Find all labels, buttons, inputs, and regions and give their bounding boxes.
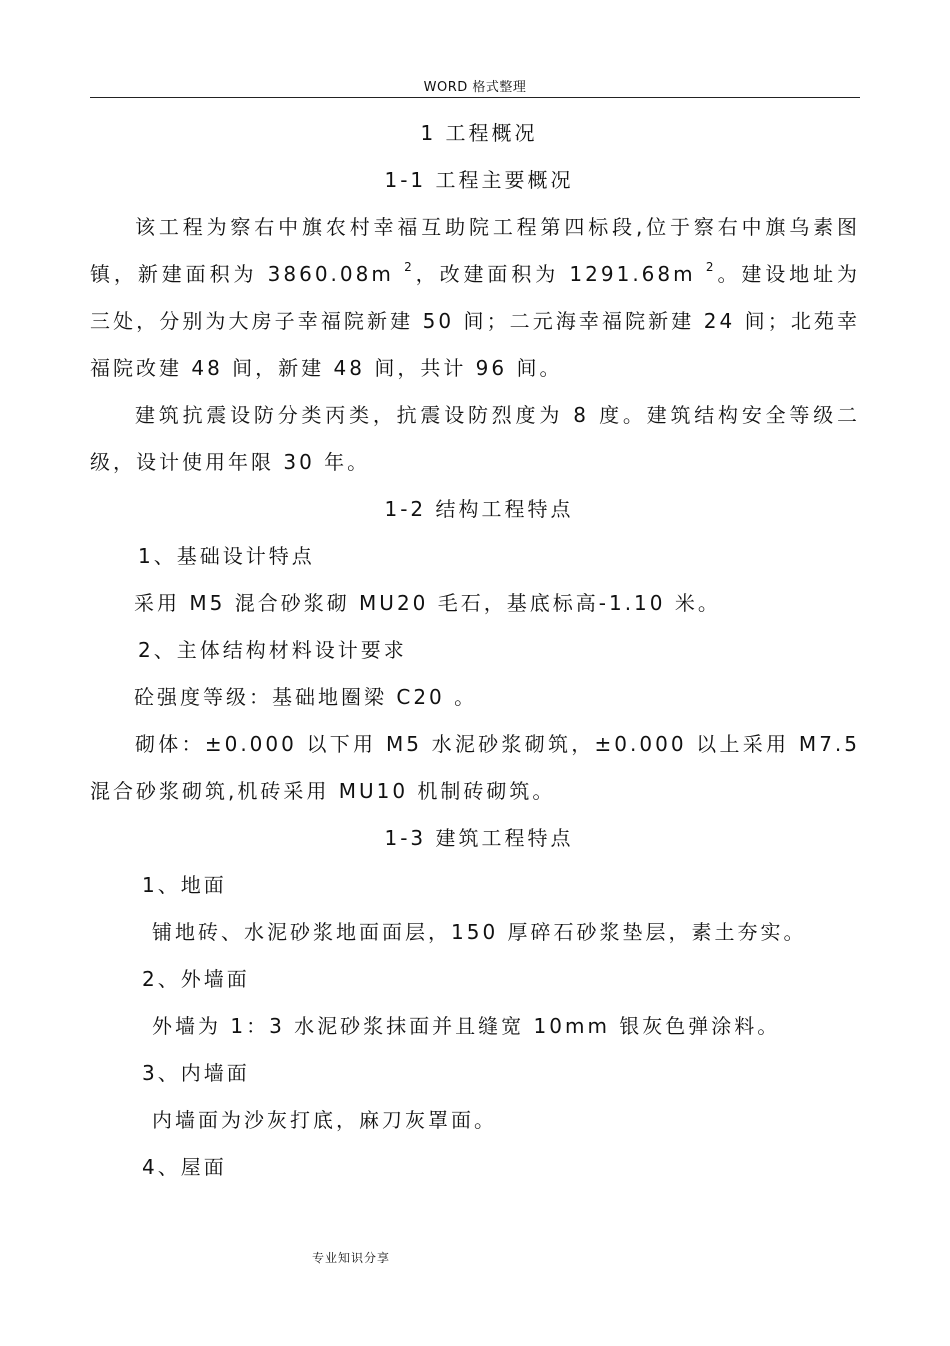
- interior-wall-text: 内墙面为沙灰打底，麻刀灰罩面。: [152, 1108, 497, 1132]
- section-heading-1: 1 工程概况: [420, 121, 538, 145]
- floor-title: 1、地面: [142, 873, 227, 897]
- interior-wall-title: 3、内墙面: [142, 1061, 250, 1085]
- main-structure-title: 2、主体结构材料设计要求: [138, 638, 407, 662]
- area-unit-superscript-2: 2: [705, 260, 717, 274]
- overview-text-part2: ，改建面积为 1291.68m: [414, 262, 706, 286]
- subsection-heading-1-2: 1-2 结构工程特点: [384, 497, 574, 521]
- roof-title: 4、屋面: [142, 1155, 227, 1179]
- seismic-paragraph: 建筑抗震设防分类丙类，抗震设防烈度为 8 度。建筑结构安全等级二级，设计使用年限 30 年。: [90, 403, 860, 474]
- header-divider: [90, 97, 860, 98]
- foundation-title: 1、基础设计特点: [138, 544, 315, 568]
- subsection-heading-1-3: 1-3 建筑工程特点: [384, 826, 574, 850]
- page-footer: 专业知识分享: [312, 1251, 391, 1265]
- foundation-text: 采用 M5 混合砂浆砌 MU20 毛石，基底标高-1.10 米。: [134, 591, 721, 615]
- floor-text: 铺地砖、水泥砂浆地面面层，150 厚碎石砂浆垫层，素土夯实。: [152, 920, 807, 944]
- masonry-text: 砌体：±0.000 以下用 M5 水泥砂浆砌筑，±0.000 以上采用 M7.5 混合砂浆砌筑,机砖采用 MU10 机制砖砌筑。: [90, 732, 860, 803]
- document-body: [90, 110, 860, 1191]
- overview-text-part3: 。建设地址为三处，分别为大房子幸福院新建 50 间；二元海幸福院新建 24 间；北苑幸福院改建 48 间，新建 48 间，共计 96 间。: [90, 262, 861, 380]
- exterior-wall-text: 外墙为 1：3 水泥砂浆抹面并且缝宽 10mm 银灰色弹涂料。: [152, 1014, 781, 1038]
- exterior-wall-title: 2、外墙面: [142, 967, 250, 991]
- area-unit-superscript-1: 2: [404, 260, 415, 274]
- concrete-grade-text: 砼强度等级：基础地圈梁 C20 。: [134, 685, 478, 709]
- overview-paragraph: [90, 204, 860, 392]
- overview-text-part1: 该工程为察右中旗农村幸福互助院工程第四标段,位于察右中旗乌素图镇，新建面积为 3860.08m: [90, 215, 860, 286]
- subsection-heading-1-1: 1-1 工程主要概况: [384, 168, 574, 192]
- page-header: WORD 格式整理: [423, 80, 527, 95]
